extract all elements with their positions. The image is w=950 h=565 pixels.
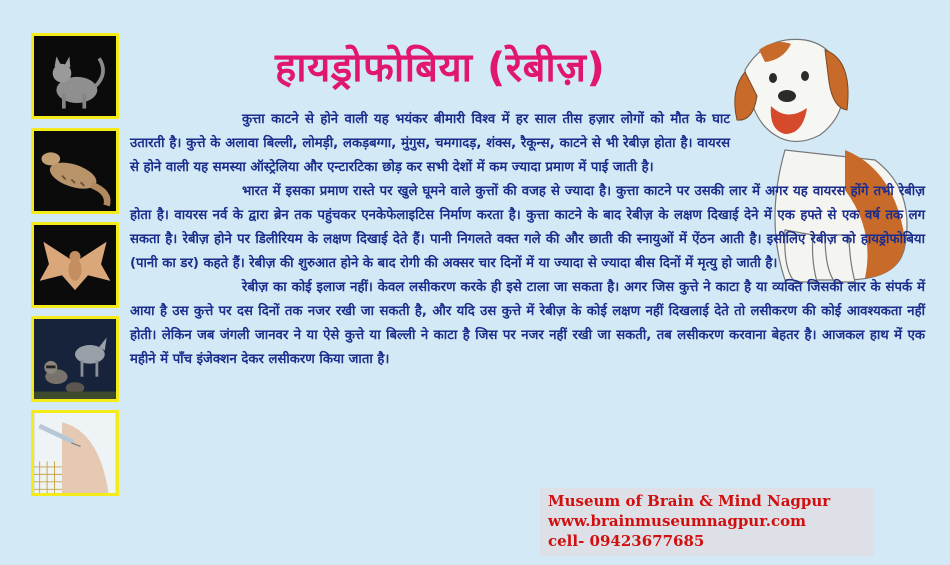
mongoose-image (31, 128, 119, 214)
bat-image (31, 222, 119, 308)
museum-name: Museum of Brain & Mind Nagpur (548, 492, 831, 510)
paragraph-2: भारत में इसका प्रमाण रास्ते पर खुले घूमने वाले कुत्तों की वजह से ज्यादा है। कुत्ता काटने पर उसकी लार में अगर यह वायरस होंगे तभी रेबीज़ होता है। वायरस नर्व के द्वारा ब्रेन तक पहुंचकर एनकेफेलाइटिस निर्माण करता है। कुत्ता काटने के बाद रेबीज़ के लक्षण दिखाई देने में एक हफ्ते से एक वर्ष तक लग सकता है। रेबीज़ होने पर डिलीरियम के लक्षण दिखाई देते हैं। पानी निगलते वक्त गले की और छाती की स्नायुओं में ऐंठन आती है। इसीलिए रेबीज़ को हायड्रोफोबिया (पानी का डर) कहते हैं। रेबीज़ की शुरुआत होने के बाद रोगी की अक्सर चार दिनों में या ज्यादा से ज्यादा बीस दिनों में मृत्यु हो जाती है। (130, 184, 925, 271)
page-title: हायड्रोफोबिया (रेबीज़) (275, 45, 606, 91)
museum-website: www.brainmuseumnagpur.com (548, 512, 806, 530)
museum-phone: cell- 09423677685 (548, 532, 705, 550)
cat-image (31, 33, 119, 119)
vaccination-image (31, 410, 119, 496)
paragraph-1: कुत्ता काटने से होने वाली यह भयंकर बीमारी विश्व में हर साल तीस हज़ार लोगों को मौत के घाट उतारती है। कुत्ते के अलावा बिल्ली, लोमड़ी, लकड़बग्गा, मुंगुस, चमगादड़, शंक्स, रैकून्स, काटने से भी रेबीज़ होता है। वायरस से होने वाली यह समस्या ऑस्ट्रेलिया और एन्टारटिका छोड़ कर सभी देशों में कम ज्यादा प्रमाण में पाई जाती है। (130, 112, 730, 175)
raccoon-wolf-image (31, 316, 119, 402)
museum-info-box (540, 488, 874, 556)
article-body (130, 108, 925, 372)
paragraph-3: रेबीज़ का कोई इलाज नहीं। केवल लसीकरण करके ही इसे टाला जा सकता है। अगर जिस कुत्ते ने काटा है या व्यक्ति जिसकी लार के संपर्क में आया है उस कुत्ते पर दस दिनों तक नजर रखी जा सकती है, और यदि उस कुत्ते में रेबीज़ के कोई लक्षण नहीं दिखलाई देते तो लसीकरण की कोई आवश्यकता नहीं होती। लेकिन जब जंगली जानवर ने या ऐसे कुत्ते या बिल्ली ने काटा है जिस पर नजर नहीं रखी जा सकती, तब लसीकरण करवाना बेहतर है। आजकल हाथ में एक महीने में पाँच इंजेक्शन देकर लसीकरण किया जाता है। (130, 280, 925, 367)
